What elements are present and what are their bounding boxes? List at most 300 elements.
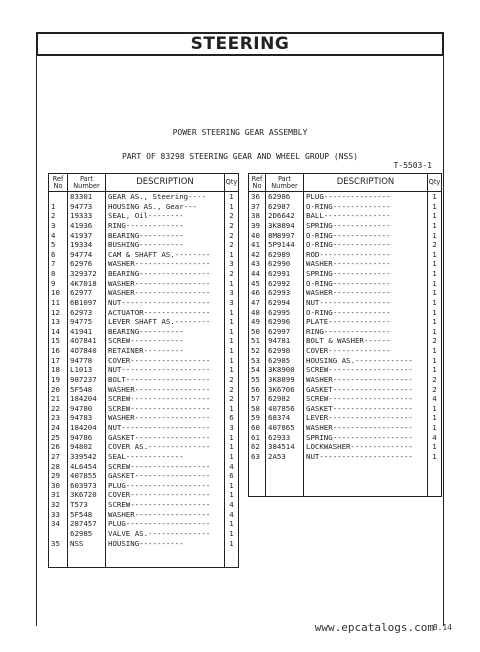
table-row xyxy=(249,452,442,462)
part-number-cell: 2A53 xyxy=(266,452,304,462)
table-row xyxy=(49,279,239,289)
part-number-cell: 6B1097 xyxy=(68,298,106,308)
ref-no-cell: 47 xyxy=(249,298,266,308)
qty-cell: 1 xyxy=(229,326,234,336)
qty-cell: 2 xyxy=(229,269,234,278)
description-cell: SEAL------------- xyxy=(106,452,225,462)
table-row xyxy=(249,336,442,346)
qty-cell: 1 xyxy=(229,519,234,529)
table-row xyxy=(49,231,239,241)
part-number-cell: 987237 xyxy=(68,375,106,385)
table-row xyxy=(249,423,442,433)
part-number-cell: 62997 xyxy=(266,327,304,337)
qty-cell: 1 xyxy=(432,201,437,211)
table-row xyxy=(249,298,442,308)
qty-cell: 2 xyxy=(229,384,234,394)
table-spacer xyxy=(249,462,442,497)
part-number-cell: 94774 xyxy=(68,250,106,260)
ref-no-cell: 41 xyxy=(249,240,266,250)
part-number-cell: 4O7841 xyxy=(68,336,106,346)
table-row xyxy=(49,192,239,202)
part-number-cell: 407855 xyxy=(68,471,106,481)
part-number-cell: 3K8900 xyxy=(266,365,304,375)
qty-cell: 2 xyxy=(229,374,234,384)
description-cell: SEAL, Oil-------- xyxy=(106,211,225,221)
ref-no-cell: 11 xyxy=(49,298,68,308)
parts-table-left xyxy=(48,173,239,568)
qty-cell: 4 xyxy=(229,500,234,509)
qty-cell: 1 xyxy=(432,288,437,298)
table-row xyxy=(49,356,239,366)
part-number-cell: 62976 xyxy=(68,259,106,269)
ref-no-cell: 59 xyxy=(249,413,266,423)
description-cell: BUSHING---------- xyxy=(106,240,225,250)
ref-no-cell: 60 xyxy=(249,423,266,433)
ref-no-cell: 25 xyxy=(49,433,68,443)
ref-no-cell: 45 xyxy=(249,279,266,289)
qty-cell: 1 xyxy=(432,317,437,327)
description-cell: RING------------- xyxy=(106,221,225,231)
table-row xyxy=(249,404,442,414)
qty-cell: 1 xyxy=(432,365,437,375)
description-cell: WASHER----------------- xyxy=(106,385,225,395)
qty-cell: 1 xyxy=(432,403,437,413)
part-number-cell: 407856 xyxy=(266,404,304,414)
description-cell: RING--------------- xyxy=(304,327,428,337)
spacer-cell xyxy=(428,462,442,497)
ref-no-cell: 30 xyxy=(49,481,68,491)
ref-no-cell: 33 xyxy=(49,510,68,520)
description-cell: SCREW------------------ xyxy=(106,404,225,414)
table-row xyxy=(249,385,442,395)
ref-no-cell: 43 xyxy=(249,259,266,269)
description-cell: BALL--------------- xyxy=(304,211,428,221)
table-row xyxy=(49,211,239,221)
part-number-cell: 62990 xyxy=(266,259,304,269)
part-number-header: Part Number xyxy=(266,174,304,192)
ref-no-cell: 21 xyxy=(49,394,68,404)
part-number-cell: 62986 xyxy=(266,192,304,202)
table-row xyxy=(249,250,442,260)
description-cell: SCREW------------ xyxy=(106,336,225,346)
ref-no-cell: 63 xyxy=(249,452,266,462)
ref-no-cell: 36 xyxy=(249,192,266,202)
qty-cell: 1 xyxy=(229,538,234,548)
parts-table-right xyxy=(248,173,442,497)
description-cell: COVER------------------ xyxy=(106,490,225,500)
description-cell: GEAR AS., Steering---- xyxy=(106,192,225,202)
table-row xyxy=(49,336,239,346)
ref-no-cell: 8 xyxy=(49,269,68,279)
table-row xyxy=(49,298,239,308)
qty-cell: 1 xyxy=(432,211,437,221)
qty-cell: 4 xyxy=(229,509,234,519)
description-header: DESCRIPTION xyxy=(106,174,225,192)
table-row xyxy=(49,539,239,549)
description-cell: LEVER------------------- xyxy=(304,413,428,423)
qty-cell: 1 xyxy=(229,317,234,327)
part-number-cell: 287457 xyxy=(68,519,106,529)
table-row xyxy=(49,375,239,385)
part-number-header: Part Number xyxy=(68,174,106,192)
description-cell: WASHER----------------- xyxy=(106,279,225,289)
description-cell: SCREW------------------- xyxy=(304,365,428,375)
part-number-cell: 94802 xyxy=(68,442,106,452)
qty-cell: 1 xyxy=(229,442,234,452)
table-row xyxy=(249,442,442,452)
description-cell: NUT--------------------- xyxy=(304,452,428,462)
qty-cell: 2 xyxy=(229,394,234,404)
table-row xyxy=(249,394,442,404)
table-row xyxy=(249,317,442,327)
ref-no-cell: 55 xyxy=(249,375,266,385)
part-number-cell: 62977 xyxy=(68,288,106,298)
table-row xyxy=(249,202,442,212)
description-cell: BOLT------------------- xyxy=(106,375,225,385)
description-cell: PLUG------------------- xyxy=(106,481,225,491)
ref-no-cell: 58 xyxy=(249,404,266,414)
table-row xyxy=(49,529,239,539)
description-cell: SCREW------------------ xyxy=(106,500,225,510)
spacer-cell xyxy=(106,548,225,567)
qty-cell: 2 xyxy=(432,384,437,394)
description-cell: CAM & SHAFT AS.-------- xyxy=(106,250,225,260)
table-row xyxy=(49,327,239,337)
description-cell: COVER------------------ xyxy=(106,356,225,366)
part-number-cell: 8M8997 xyxy=(266,231,304,241)
description-cell: BEARING---------------- xyxy=(106,269,225,279)
description-cell: WASHER----------------- xyxy=(106,413,225,423)
qty-cell: 6 xyxy=(229,471,234,481)
table-row xyxy=(249,259,442,269)
table-row xyxy=(49,471,239,481)
table-row xyxy=(249,279,442,289)
ref-no-cell: 16 xyxy=(49,346,68,356)
assembly-title: POWER STEERING GEAR ASSEMBLY xyxy=(172,128,308,137)
ref-no-cell: 32 xyxy=(49,500,68,510)
description-cell: VALVE AS.-------------- xyxy=(106,529,225,539)
part-number-cell: 62996 xyxy=(266,317,304,327)
qty-cell: 1 xyxy=(432,269,437,278)
part-number-cell: 62992 xyxy=(266,279,304,289)
qty-cell: 3 xyxy=(229,259,234,269)
ref-no-cell: 31 xyxy=(49,490,68,500)
ref-no-cell: 14 xyxy=(49,327,68,337)
qty-cell: 4 xyxy=(432,394,437,404)
qty-cell: 1 xyxy=(432,346,437,355)
qty-cell: 1 xyxy=(432,413,437,423)
qty-cell: 1 xyxy=(432,192,437,201)
ref-no-cell: 19 xyxy=(49,375,68,385)
part-number-cell: NSS xyxy=(68,539,106,549)
table-row xyxy=(49,250,239,260)
description-cell: O-RING------------- xyxy=(304,279,428,289)
qty-cell: 2 xyxy=(229,240,234,250)
description-cell: GASKET------------------ xyxy=(304,385,428,395)
ref-no-cell: 50 xyxy=(249,327,266,337)
part-number-cell: 94783 xyxy=(68,413,106,423)
qty-cell: 1 xyxy=(432,259,437,269)
part-number-cell: 41936 xyxy=(68,221,106,231)
ref-no-cell: 4 xyxy=(49,231,68,241)
table-row xyxy=(249,365,442,375)
part-number-cell: 94778 xyxy=(68,356,106,366)
part-number-cell: 94773 xyxy=(68,202,106,212)
ref-no-cell: 22 xyxy=(49,404,68,414)
description-cell: WASHER------------------ xyxy=(304,375,428,385)
part-number-cell: 2D6642 xyxy=(266,211,304,221)
part-number-cell: 41937 xyxy=(68,231,106,241)
ref-no-cell: 35 xyxy=(49,539,68,549)
ref-no-cell: 48 xyxy=(249,308,266,318)
ref-no-cell: 20 xyxy=(49,385,68,395)
qty-cell: 1 xyxy=(229,346,234,355)
ref-no-cell: 13 xyxy=(49,317,68,327)
part-number-cell: T573 xyxy=(68,500,106,510)
table-row xyxy=(249,413,442,423)
qty-cell: 1 xyxy=(229,249,234,259)
ref-no-cell: 62 xyxy=(249,442,266,452)
table-row xyxy=(249,308,442,318)
description-cell: RETAINER--------- xyxy=(106,346,225,356)
qty-cell: 1 xyxy=(229,192,234,201)
table-row xyxy=(249,375,442,385)
description-cell: PLUG--------------- xyxy=(304,192,428,202)
qty-cell: 1 xyxy=(432,297,437,307)
ref-no-cell: 46 xyxy=(249,288,266,298)
part-number-cell: 5P9144 xyxy=(266,240,304,250)
description-cell: ACTUATOR--------------- xyxy=(106,308,225,318)
description-cell: GASKET------------------ xyxy=(304,404,428,414)
description-cell: O-RING------------- xyxy=(304,202,428,212)
qty-cell: 4 xyxy=(229,461,234,471)
description-cell: LEVER SHAFT AS.-------- xyxy=(106,317,225,327)
ref-no-cell: 17 xyxy=(49,356,68,366)
ref-no-cell: 39 xyxy=(249,221,266,231)
ref-no-cell: 40 xyxy=(249,231,266,241)
ref-no-cell: 5 xyxy=(49,240,68,250)
ref-no-cell: 28 xyxy=(49,462,68,472)
description-cell: ROD---------------- xyxy=(304,250,428,260)
qty-cell: 2 xyxy=(432,374,437,384)
qty-cell: 3 xyxy=(229,297,234,307)
table-row xyxy=(49,433,239,443)
qty-cell: 1 xyxy=(432,326,437,336)
qty-cell: 3 xyxy=(229,423,234,432)
table-row xyxy=(249,211,442,221)
part-number-cell: 184204 xyxy=(68,423,106,433)
description-cell: HOUSING AS.------------- xyxy=(304,356,428,366)
qty-cell: 1 xyxy=(432,442,437,452)
ref-no-cell: 24 xyxy=(49,423,68,433)
table-row xyxy=(49,346,239,356)
part-number-cell: 68374 xyxy=(266,413,304,423)
table-row xyxy=(249,221,442,231)
part-number-cell: 94781 xyxy=(266,336,304,346)
table-row xyxy=(249,240,442,250)
description-cell: PLUG------------------- xyxy=(106,519,225,529)
ref-no-cell: 56 xyxy=(249,385,266,395)
part-number-cell: 603973 xyxy=(68,481,106,491)
qty-cell: 6 xyxy=(229,413,234,423)
spacer-cell xyxy=(266,462,304,497)
ref-no-cell: 57 xyxy=(249,394,266,404)
qty-cell: 1 xyxy=(229,480,234,490)
page-title-box xyxy=(36,32,444,56)
description-cell: SPRING------------- xyxy=(304,221,428,231)
ref-no-cell: 6 xyxy=(49,250,68,260)
part-number-cell: 62989 xyxy=(266,250,304,260)
footer-url[interactable]: www.epcatalogs.com xyxy=(314,621,434,634)
part-number-cell: 339542 xyxy=(68,452,106,462)
qty-cell: 4 xyxy=(432,432,437,442)
table-row xyxy=(49,413,239,423)
qty-header: Qty xyxy=(428,174,442,192)
ref-no-cell xyxy=(49,529,68,539)
table-row xyxy=(49,452,239,462)
description-cell: WASHER------------------ xyxy=(304,423,428,433)
qty-cell: 1 xyxy=(432,278,437,288)
table-row xyxy=(49,462,239,472)
spacer-cell xyxy=(249,462,266,497)
part-number-cell: 62985 xyxy=(68,529,106,539)
description-cell: LOCKWASHER-------------- xyxy=(304,442,428,452)
assembly-part-of: PART OF 83298 STEERING GEAR AND WHEEL GROUP (NSS) xyxy=(121,152,358,161)
page-number: 8.14 xyxy=(432,623,452,632)
part-number-cell: 62985 xyxy=(266,356,304,366)
spacer-cell xyxy=(225,548,239,567)
table-row xyxy=(49,394,239,404)
description-cell: WASHER------------- xyxy=(304,259,428,269)
qty-cell: 1 xyxy=(229,490,234,500)
description-cell: HOUSING AS., Gear--- xyxy=(106,202,225,212)
description-cell: WASHER----------------- xyxy=(106,259,225,269)
qty-cell: 1 xyxy=(432,230,437,240)
ref-no-cell: 3 xyxy=(49,221,68,231)
table-row xyxy=(49,500,239,510)
table-row xyxy=(49,404,239,414)
ref-no-cell: 51 xyxy=(249,336,266,346)
part-number-cell: 62982 xyxy=(266,394,304,404)
ref-no-cell: 42 xyxy=(249,250,266,260)
qty-header: Qty xyxy=(225,174,239,192)
ref-no-header: Ref No xyxy=(49,174,68,192)
qty-cell: 2 xyxy=(432,240,437,250)
part-number-cell: 4L6454 xyxy=(68,462,106,472)
part-number-cell: 329372 xyxy=(68,269,106,279)
table-row xyxy=(249,288,442,298)
part-number-cell: 407865 xyxy=(266,423,304,433)
qty-cell: 1 xyxy=(229,278,234,288)
table-row xyxy=(49,221,239,231)
ref-no-cell: 54 xyxy=(249,365,266,375)
ref-no-cell: 26 xyxy=(49,442,68,452)
description-cell: O-RING------------- xyxy=(304,231,428,241)
qty-cell: 1 xyxy=(229,432,234,442)
table-row xyxy=(49,490,239,500)
table-spacer xyxy=(49,548,239,567)
description-cell: SPRING------------- xyxy=(304,269,428,279)
qty-cell: 3 xyxy=(229,288,234,298)
qty-cell: 2 xyxy=(229,211,234,221)
ref-no-cell: 7 xyxy=(49,259,68,269)
part-number-cell: 94780 xyxy=(68,404,106,414)
spacer-cell xyxy=(304,462,428,497)
ref-no-cell: 49 xyxy=(249,317,266,327)
description-cell: NUT---------------- xyxy=(304,298,428,308)
part-number-cell: 94775 xyxy=(68,317,106,327)
description-cell: NUT-------------------- xyxy=(106,298,225,308)
description-cell: GASKET----------------- xyxy=(106,471,225,481)
part-number-cell: 3K8894 xyxy=(266,221,304,231)
description-cell: WASHER----------------- xyxy=(106,288,225,298)
description-cell: NUT-------------------- xyxy=(106,423,225,433)
table-row xyxy=(49,202,239,212)
ref-no-cell: 9 xyxy=(49,279,68,289)
description-cell: SPRING------------------ xyxy=(304,433,428,443)
part-number-cell: 41941 xyxy=(68,327,106,337)
description-cell: WASHER------------- xyxy=(304,288,428,298)
description-header: DESCRIPTION xyxy=(304,174,428,192)
part-number-cell: 62995 xyxy=(266,308,304,318)
qty-cell: 1 xyxy=(432,220,437,230)
ref-no-cell: 10 xyxy=(49,288,68,298)
qty-cell: 1 xyxy=(229,336,234,346)
qty-cell: 2 xyxy=(229,220,234,230)
ref-no-cell: 27 xyxy=(49,452,68,462)
qty-cell: 1 xyxy=(229,528,234,538)
spacer-cell xyxy=(68,548,106,567)
description-cell: SCREW------------------ xyxy=(106,462,225,472)
table-row xyxy=(49,442,239,452)
table-row xyxy=(49,423,239,433)
table-row xyxy=(249,346,442,356)
table-row xyxy=(49,519,239,529)
part-number-cell: 62994 xyxy=(266,298,304,308)
ref-no-cell xyxy=(49,192,68,202)
part-number-cell: 5F548 xyxy=(68,510,106,520)
table-row xyxy=(249,231,442,241)
ref-no-cell: 61 xyxy=(249,433,266,443)
table-row xyxy=(49,317,239,327)
reference-code: T-5503-1 xyxy=(393,161,432,170)
part-number-cell: 3K6720 xyxy=(68,490,106,500)
ref-no-cell: 44 xyxy=(249,269,266,279)
part-number-cell: 184204 xyxy=(68,394,106,404)
part-number-cell: 3K6706 xyxy=(266,385,304,395)
qty-cell: 1 xyxy=(432,355,437,365)
table-row xyxy=(49,259,239,269)
part-number-cell: 3K8899 xyxy=(266,375,304,385)
description-cell: NUT-------------------- xyxy=(106,365,225,375)
part-number-cell: 4O7840 xyxy=(68,346,106,356)
part-number-cell: 62987 xyxy=(266,202,304,212)
ref-no-cell: 12 xyxy=(49,308,68,318)
table-row xyxy=(249,433,442,443)
description-cell: PLATE-------------- xyxy=(304,317,428,327)
part-number-cell: 62998 xyxy=(266,346,304,356)
part-number-cell: L1013 xyxy=(68,365,106,375)
description-cell: COVER AS.-------------- xyxy=(106,442,225,452)
qty-cell: 1 xyxy=(432,423,437,432)
table-row xyxy=(249,192,442,202)
ref-no-cell: 29 xyxy=(49,471,68,481)
table-row xyxy=(249,269,442,279)
part-number-cell: 94786 xyxy=(68,433,106,443)
part-number-cell: 384514 xyxy=(266,442,304,452)
ref-no-cell: 34 xyxy=(49,519,68,529)
ref-no-cell: 18 xyxy=(49,365,68,375)
